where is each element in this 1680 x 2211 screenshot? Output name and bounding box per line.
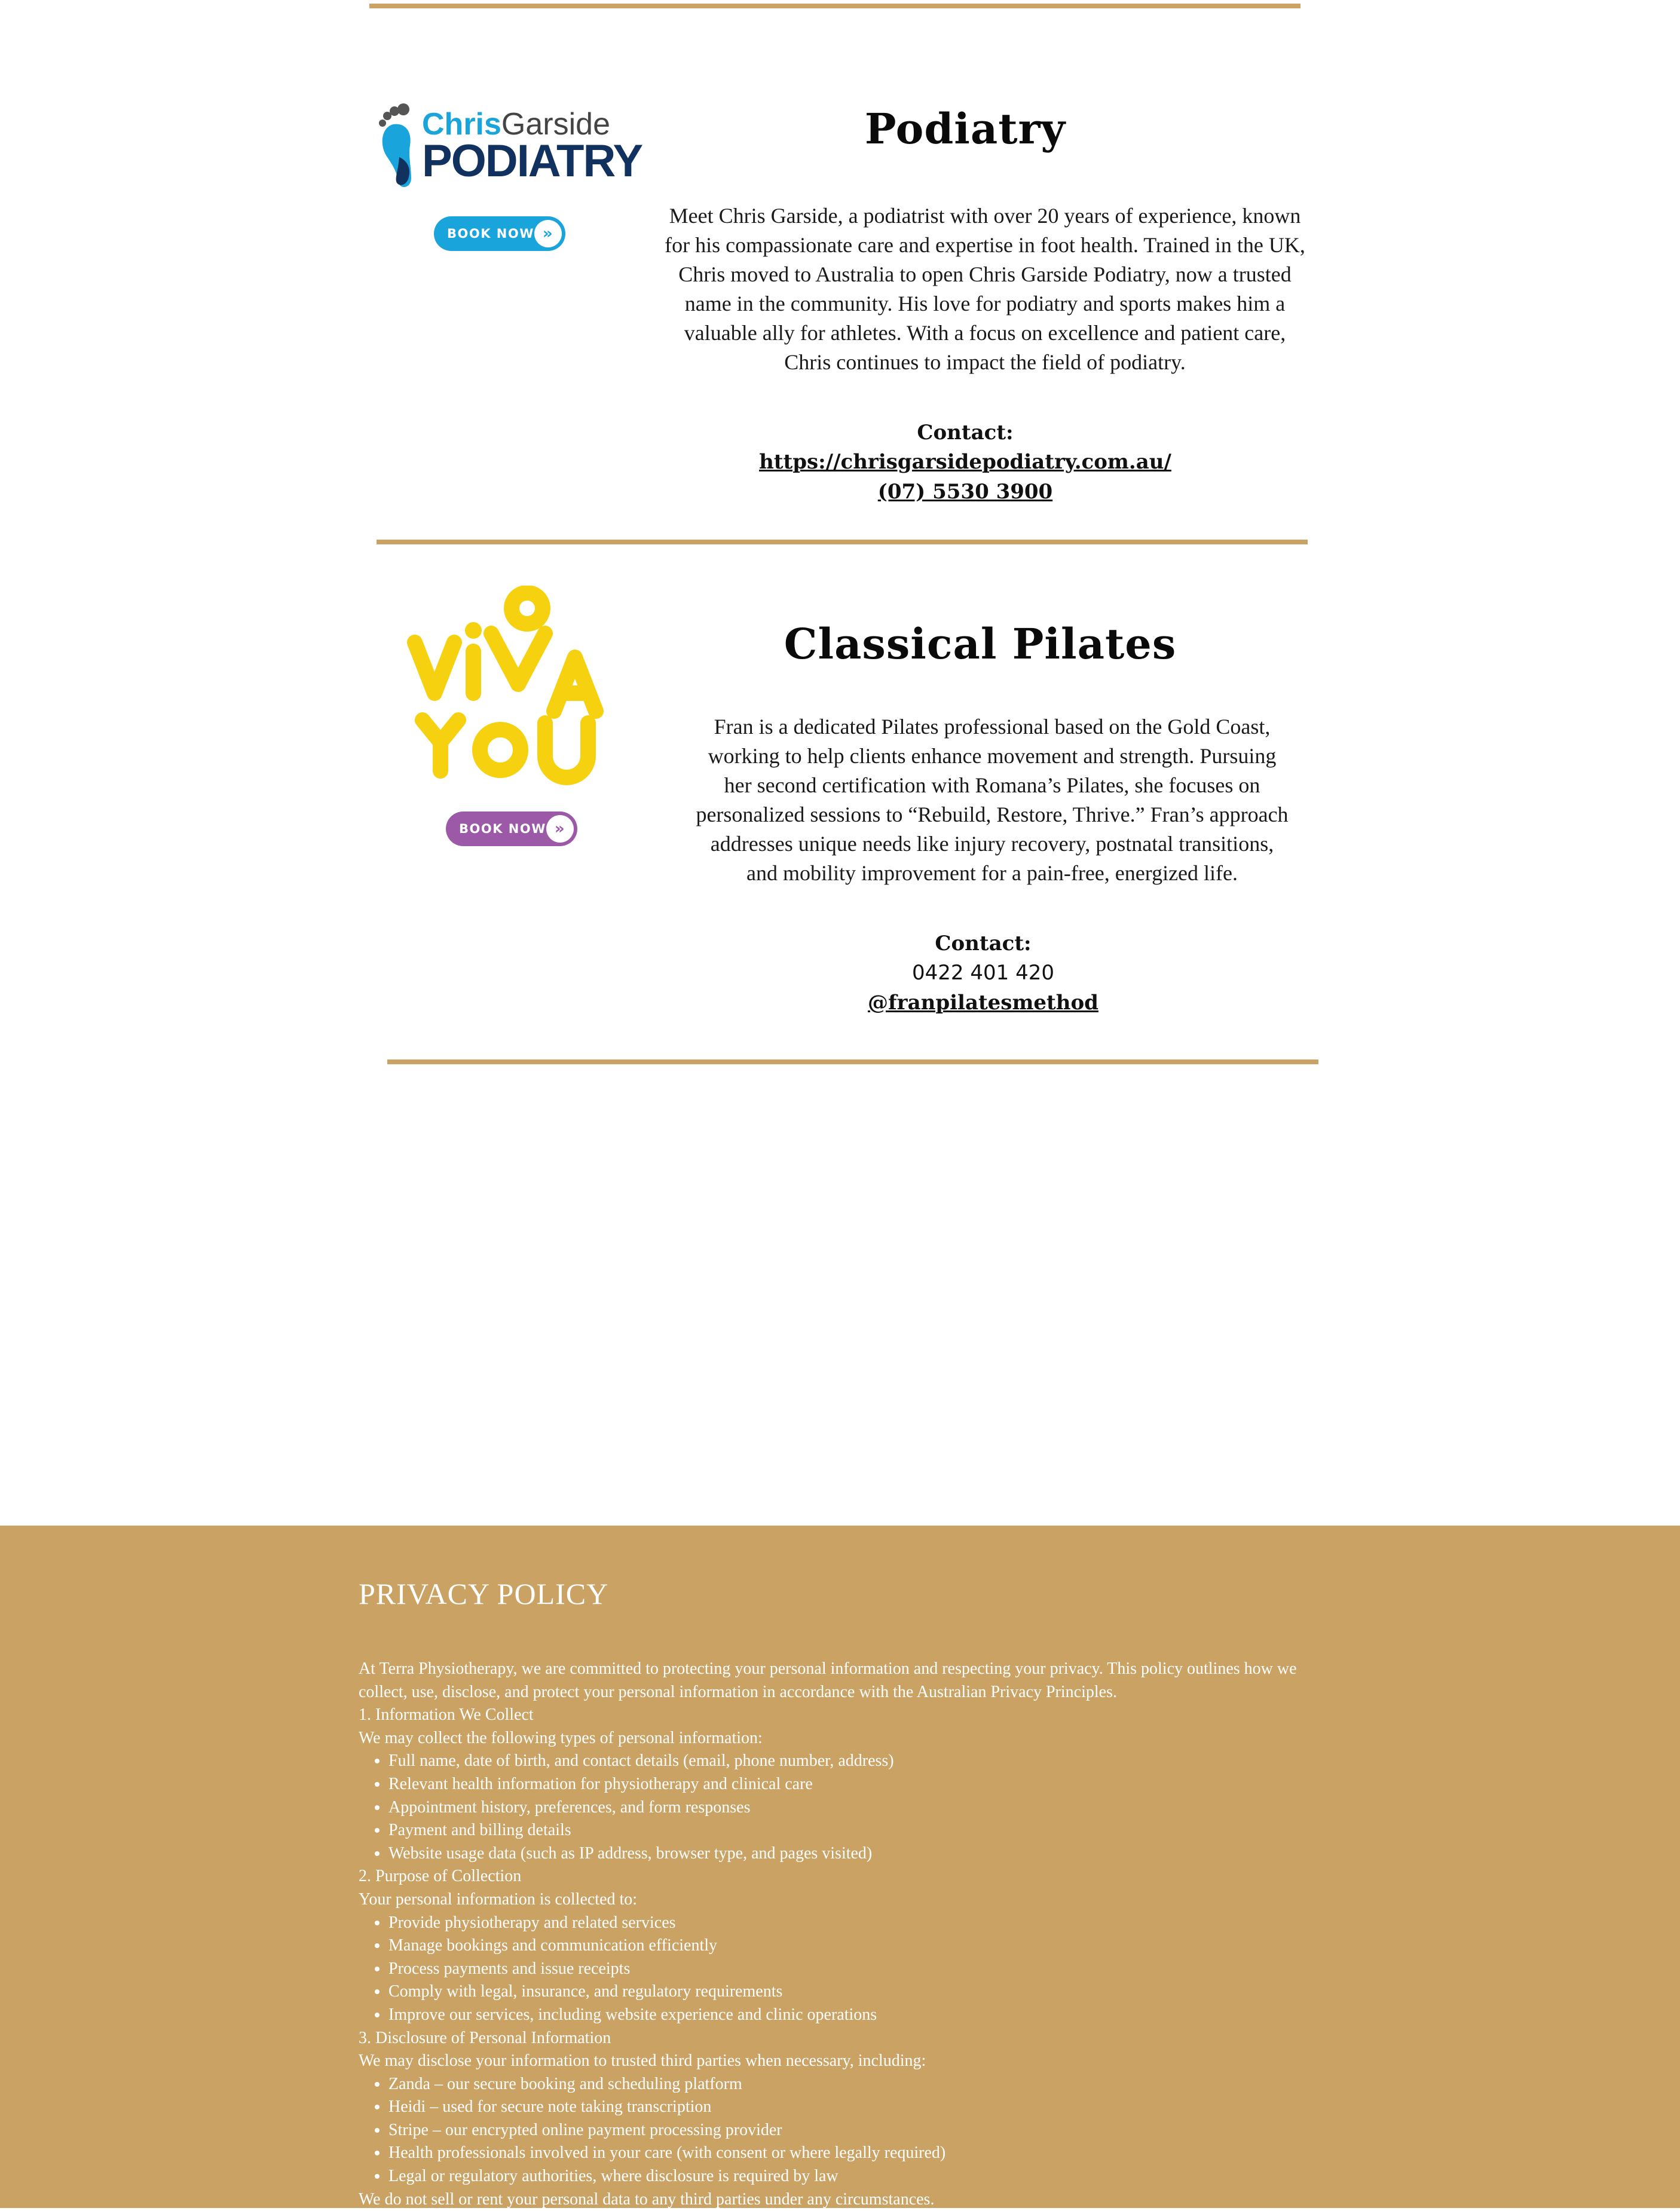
list-item: • Comply with legal, insurance, and regulatory requirements (388, 1980, 1327, 2004)
section-3-heading: 3. Disclosure of Personal Information (359, 2028, 611, 2047)
section-2-list (359, 1912, 1327, 2027)
logo-garside: Garside (501, 107, 610, 142)
list-item: • Health professionals involved in your care (with consent or where legally required) (388, 2142, 1327, 2165)
section-2-heading: 2. Purpose of Collection (359, 1867, 522, 1886)
pilates-title: Classical Pilates (784, 619, 1177, 669)
chris-garside-podiatry-logo[interactable] (375, 100, 642, 190)
list-item: • Appointment history, preferences, and form responses (388, 1796, 1327, 1820)
pilates-book-now-button[interactable] (446, 811, 577, 846)
pilates-instagram-link[interactable]: @franpilatesmethod (868, 991, 1098, 1015)
list-item: • Legal or regulatory authorities, where disclosure is required by law (388, 2165, 1327, 2188)
privacy-intro: At Terra Physiotherapy, we are committed to protecting your personal information and respecting your privacy. This policy outlines how we collect, use, disclose, and protect your personal information in accordance with the Australian Privacy Principles. (359, 1659, 1297, 1701)
section-2-lead: Your personal information is collected to: (359, 1890, 638, 1909)
podiatry-book-now-button[interactable] (434, 216, 565, 251)
viva-you-figure-icon (402, 586, 605, 789)
podiatry-description: Meet Chris Garside, a podiatrist with over 20 years of experience, known for his compassionate care and expertise in foot health. Trained in the UK, Chris moved to Australia to open Chris Garside Podiatry, now a trusted name in the community. His love for podiatry and sports makes him a valuable ally for athletes. With a focus on excellence and patient care, Chris continues to impact the field of podiatry. (665, 204, 1305, 374)
contact-label: Contact: (935, 932, 1032, 956)
pilates-contact (669, 929, 1297, 1018)
list-item: • Improve our services, including website experience and clinic operations (388, 2004, 1327, 2027)
list-item: • Provide physiotherapy and related services (388, 1912, 1327, 1935)
section-divider-2 (387, 1059, 1318, 1064)
footprint-icon (375, 100, 417, 190)
section-1-list (359, 1750, 1327, 1865)
logo-podiatry-word: PODIATRY (422, 136, 642, 186)
pilates-phone[interactable]: 0422 401 420 (912, 961, 1054, 985)
list-item: • Stripe – our encrypted online payment processing provider (388, 2119, 1327, 2142)
section-3-closing: We do not sell or rent your personal data to any third parties under any circumstances. (359, 2189, 935, 2209)
podiatry-website-link[interactable]: https://chrisgarsidepodiatry.com.au/ (759, 450, 1171, 474)
list-item: • Relevant health information for physiotherapy and clinical care (388, 1773, 1327, 1796)
section-3-lead: We may disclose your information to trusted third parties when necessary, including: (359, 2051, 926, 2071)
podiatry-phone-link[interactable]: (07) 5530 3900 (877, 480, 1053, 504)
list-item: • Payment and billing details (388, 1819, 1327, 1842)
list-item: • Manage bookings and communication efficiently (388, 1934, 1327, 1958)
list-item: • Website usage data (such as IP address, browser type, and pages visited) (388, 1842, 1327, 1866)
chevron-right-icon: » (546, 815, 574, 843)
logo-chris: Chris (422, 107, 501, 142)
podiatry-contact (657, 418, 1273, 507)
book-now-label: BOOK NOW (447, 226, 534, 241)
privacy-policy-body (359, 1658, 1327, 2211)
section-3-list (359, 2073, 1327, 2188)
pilates-description: Fran is a dedicated Pilates professional based on the Gold Coast, working to help clients enhance movement and strength. Pursuing her second certification with Romana’s Pilates, she focuses on personalized sessions to “Rebuild, Restore, Thrive.” Fran’s approach addresses unique needs like injury recovery, postnatal transitions, and mobility improvement for a pain-free, energized life. (696, 715, 1289, 885)
chevron-right-icon: » (534, 220, 562, 247)
top-divider (369, 4, 1300, 8)
list-item: • Zanda – our secure booking and scheduling platform (388, 2073, 1327, 2096)
podiatry-title: Podiatry (864, 104, 1066, 154)
section-divider-1 (377, 540, 1308, 544)
book-now-label: BOOK NOW (459, 822, 546, 836)
privacy-title: PRIVACY POLICY (359, 1577, 609, 1610)
list-item: • Process payments and issue receipts (388, 1958, 1327, 1981)
list-item: • Full name, date of birth, and contact details (email, phone number, address) (388, 1750, 1327, 1773)
list-item: • Heidi – used for secure note taking transcription (388, 2096, 1327, 2119)
viva-you-logo[interactable] (402, 586, 605, 789)
section-1-lead: We may collect the following types of personal information: (359, 1728, 763, 1747)
section-1-heading: 1. Information We Collect (359, 1705, 534, 1725)
contact-label: Contact: (917, 421, 1014, 445)
